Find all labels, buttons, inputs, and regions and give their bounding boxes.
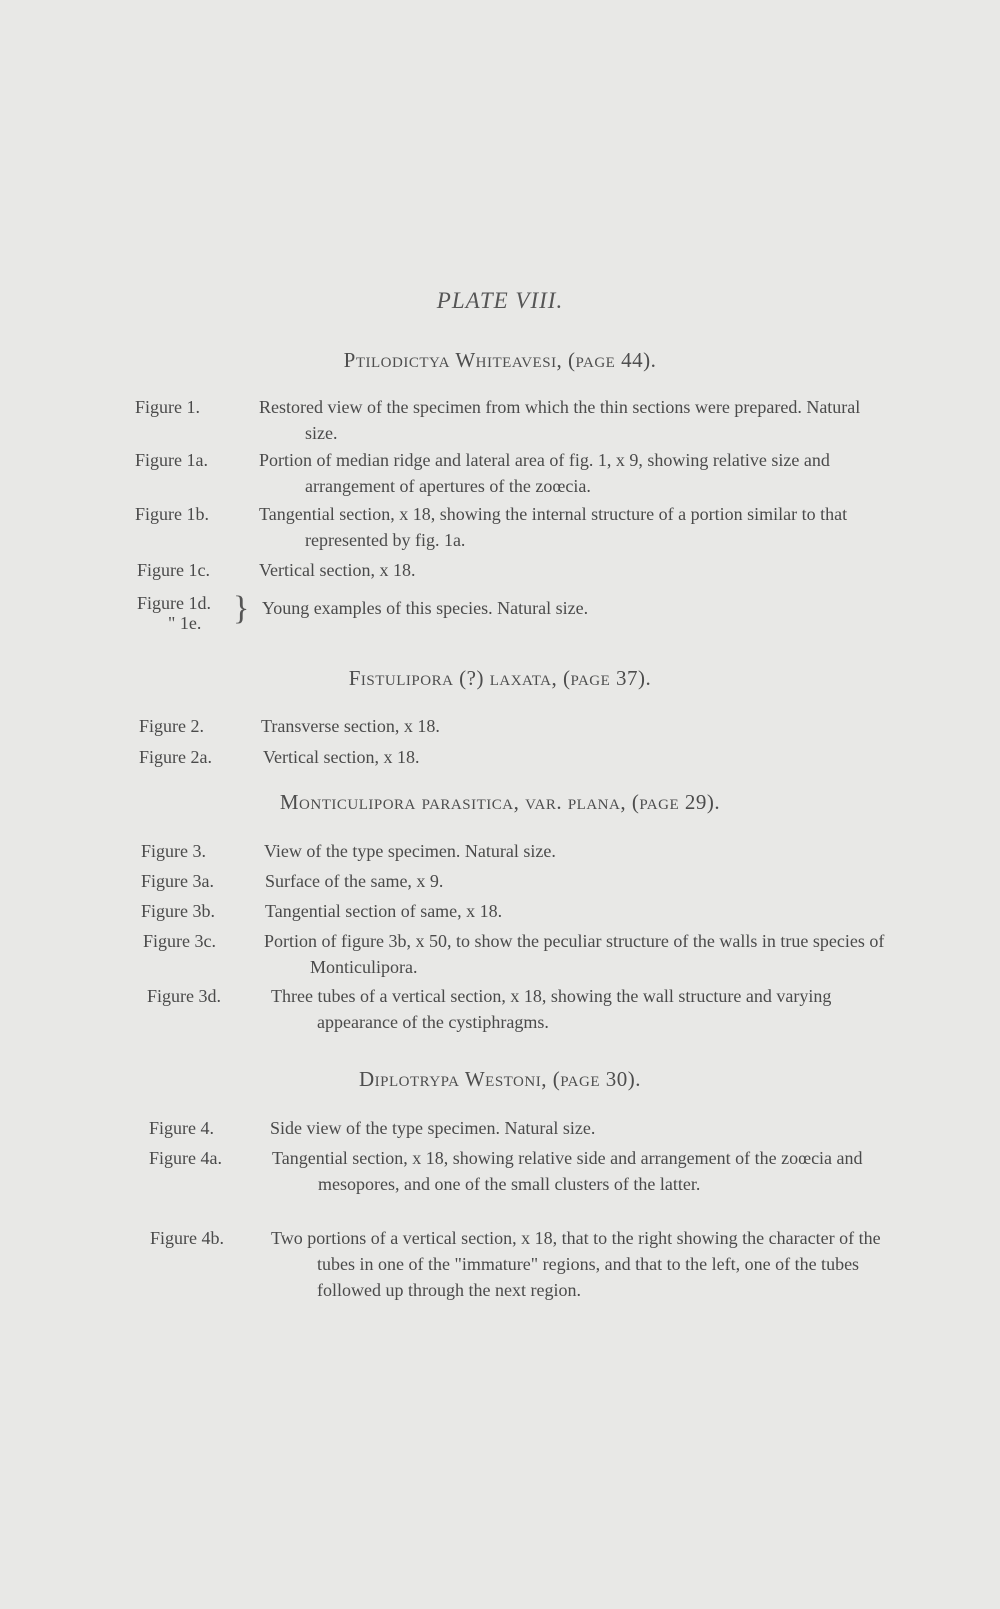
figure-label: Figure 1a. bbox=[135, 450, 208, 470]
figure-description: View of the type specimen. Natural size. bbox=[264, 841, 556, 861]
section-heading-fistulipora: Fistulipora (?) laxata, (page 37). bbox=[348, 666, 652, 690]
figure-label: Figure 3. bbox=[141, 841, 206, 861]
section-heading-diplotrypa: Diplotrypa Westoni, (page 30). bbox=[359, 1067, 641, 1091]
figure-label: Figure 3a. bbox=[141, 871, 214, 891]
figure-label: Figure 1. bbox=[135, 397, 200, 417]
figure-label: Figure 3c. bbox=[143, 931, 216, 951]
figure-description: Vertical section, x 18. bbox=[263, 747, 420, 767]
figure-label-1e: " 1e. bbox=[168, 613, 202, 633]
figure-description: Vertical section, x 18. bbox=[259, 560, 416, 580]
section-heading-ptilodictya: Ptilodictya Whiteavesi, (page 44). bbox=[343, 348, 657, 372]
figure-label: Figure 2. bbox=[139, 716, 204, 736]
figure-label-1d: Figure 1d. bbox=[137, 593, 211, 613]
figure-description: Tangential section, x 18, showing the internal structure of a portion similar to that represented by fig. 1a. bbox=[259, 504, 848, 550]
figure-description: Surface of the same, x 9. bbox=[265, 871, 444, 891]
figure-description: Two portions of a vertical section, x 18, that to the right showing the character of the tubes in one of the "immature" regions, and that to the left, one of the tubes followed up through the next region. bbox=[271, 1228, 881, 1300]
figure-label: Figure 1b. bbox=[135, 504, 209, 524]
figure-label: Figure 2a. bbox=[139, 747, 212, 767]
figure-description: Young examples of this species. Natural size. bbox=[262, 598, 589, 618]
section-heading-monticulipora: Monticulipora parasitica, var. plana, (page 29). bbox=[279, 790, 721, 814]
figure-description: Three tubes of a vertical section, x 18, showing the wall structure and varying appearance of the cystiphragms. bbox=[271, 986, 832, 1032]
figure-description: Transverse section, x 18. bbox=[261, 716, 440, 736]
figure-label: Figure 3d. bbox=[147, 986, 221, 1006]
figure-description: Tangential section, x 18, showing relative side and arrangement of the zoœcia and mesopores, and one of the small clusters of the latter. bbox=[272, 1148, 863, 1194]
figure-description: Portion of figure 3b, x 50, to show the peculiar structure of the walls in true species of Monticulipora. bbox=[264, 931, 885, 977]
brace-icon: } bbox=[233, 590, 250, 627]
figure-label: Figure 4b. bbox=[150, 1228, 224, 1248]
figure-description: Restored view of the specimen from which the thin sections were prepared. Natural size. bbox=[259, 397, 861, 443]
figure-label: Figure 4a. bbox=[149, 1148, 222, 1168]
figure-label: Figure 3b. bbox=[141, 901, 215, 921]
plate-title: PLATE VIII. bbox=[436, 288, 564, 313]
figure-description: Side view of the type specimen. Natural size. bbox=[270, 1118, 596, 1138]
figure-description: Portion of median ridge and lateral area of fig. 1, x 9, showing relative size and arrangement of apertures of the zoœcia. bbox=[259, 450, 830, 496]
figure-label: Figure 4. bbox=[149, 1118, 214, 1138]
figure-description: Tangential section of same, x 18. bbox=[265, 901, 503, 921]
figure-label: Figure 1c. bbox=[137, 560, 210, 580]
